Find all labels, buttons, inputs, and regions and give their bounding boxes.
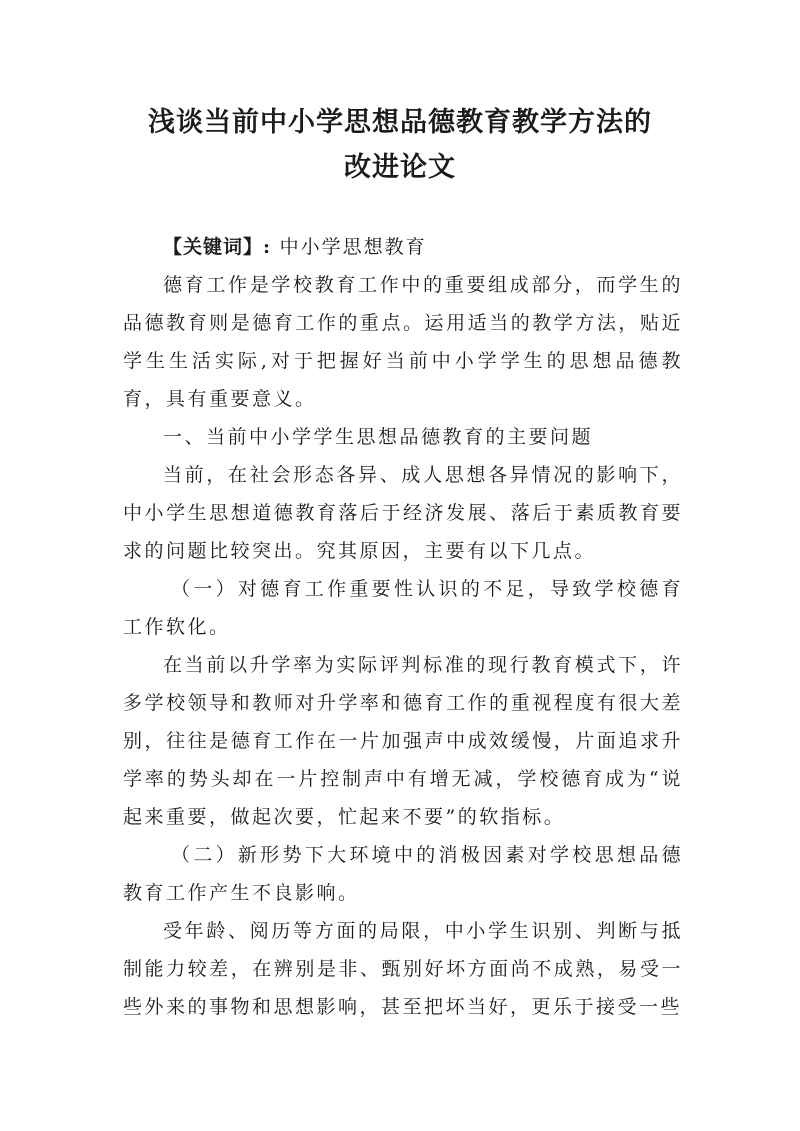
section-heading-1: 一、当前中小学学生思想品德教育的主要问题 [163, 426, 594, 448]
document-title-line-1: 浅谈当前中小学思想品德教育教学方法的 [148, 107, 652, 138]
keywords-line [123, 228, 683, 266]
paragraph-intro: 德育工作是学校教育工作中的重要组成部分，而学生的品德教育则是德育工作的重点。运用适当的教学方法，贴近学生生活实际,对于把握好当前中小学学生的思想品德教育，具有重要意义。 [123, 274, 683, 410]
paragraph-current-situation: 当前，在社会形态各异、成人思想各异情况的影响下，中小学生思想道德教育落后于经济发展、落后于素质教育要求的问题比较突出。究其原因，主要有以下几点。 [123, 464, 683, 562]
subsection-heading-2: （二）新形势下大环境中的消极因素对学校思想品德教育工作产生不良影响。 [123, 844, 683, 904]
keywords-label: 【关键词】: [163, 236, 272, 258]
paragraph-enrollment-rate: 在当前以升学率为实际评判标准的现行教育模式下，许多学校领导和教师对升学率和德育工作的重视程度有很大差别，往往是德育工作在一片加强声中成效缓慢，片面追求升学率的势头却在一片控制声中有增无减，学校德育成为“说起来重要，做起次要，忙起来不要”的软指标。 [123, 654, 683, 828]
document-title-line-2: 改进论文 [344, 152, 456, 183]
paragraph-age-limitations: 受年龄、阅历等方面的局限，中小学生识别、判断与抵制能力较差，在辨别是非、甄别好坏方面尚不成熟，易受一些外来的事物和思想影响，甚至把坏当好，更乐于接受一些 [123, 920, 683, 1018]
document-body [123, 228, 683, 1026]
subsection-heading-1: （一）对德育工作重要性认识的不足，导致学校德育工作软化。 [123, 578, 683, 638]
keywords-value: 中小学思想教育 [279, 236, 427, 258]
